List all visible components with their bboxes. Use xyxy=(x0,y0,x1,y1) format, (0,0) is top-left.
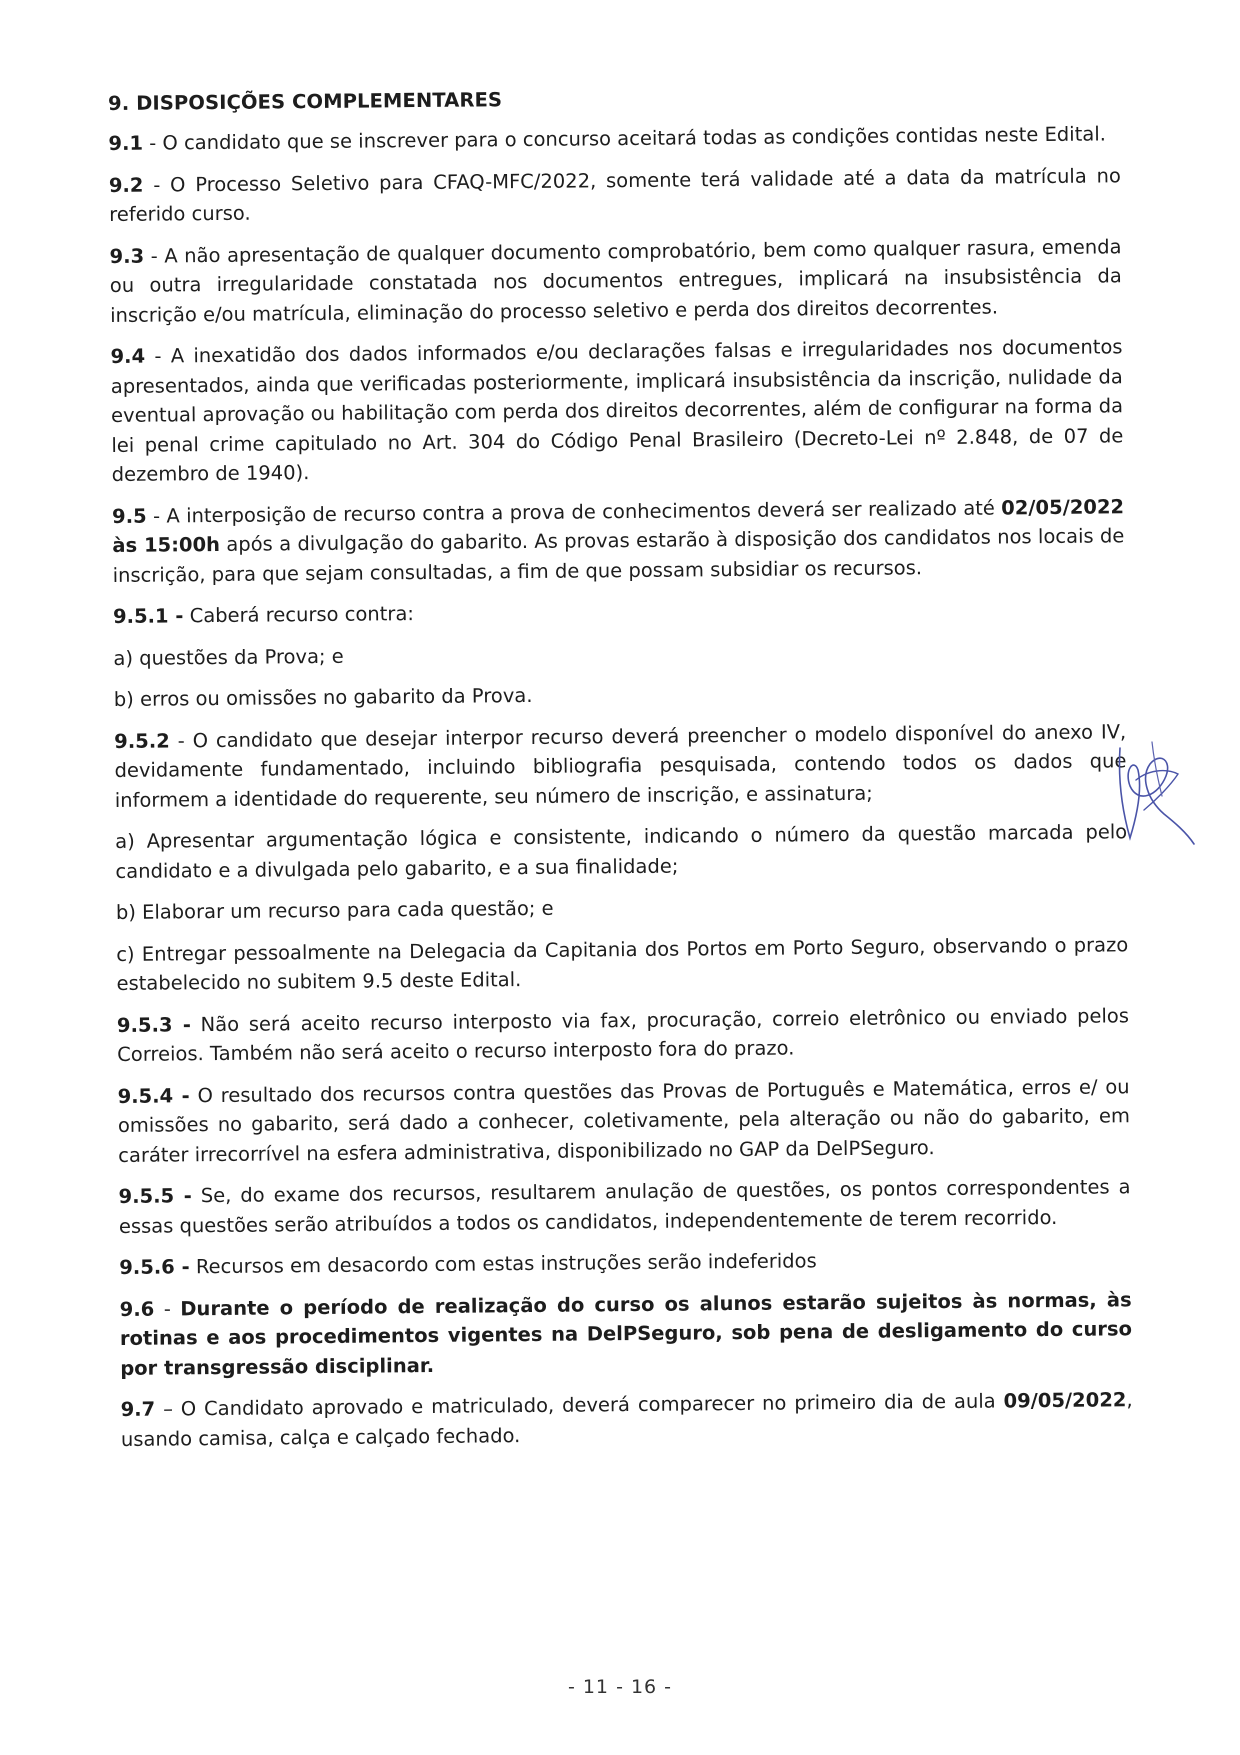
paragraph-text: , usando camisa, calça e calçado fechado. xyxy=(120,1388,1133,1451)
paragraph-text: - O Processo Seletivo para CFAQ-MFC/2022, somente terá validade até a data da matrícula no referido curso. xyxy=(109,163,1121,226)
paragraph-number: 9.5.4 - xyxy=(117,1083,190,1108)
deadline-date: 02/05/2022 às 15:00h xyxy=(112,494,1125,557)
paragraph-text: - O candidato que desejar interpor recurso deverá preencher o modelo disponível do anexo IV, devidamente fundamentado, incluindo bibliografia pesquisada, contendo todos os dados que informem a identidade do requerente, seu número de inscrição, e assinatura; xyxy=(114,719,1127,812)
paragraph-text: Recursos em desacordo com estas instruções serão indeferidos xyxy=(189,1249,817,1279)
paragraph-number: 9.6 xyxy=(119,1297,155,1321)
paragraph-number: 9.3 xyxy=(109,244,145,268)
paragraph-9-5 xyxy=(112,492,1125,590)
handwritten-initials xyxy=(1108,740,1196,850)
paragraph-number: 9.5.2 xyxy=(114,728,170,753)
paragraph-text: O resultado dos recursos contra questões das Provas de Português e Matemática, erros e/ ou omissões no gabarito, será dado a conhecer, coletivamente, pela alteração ou não do gabarito, em caráter irrecorrível na esfera administrativa, disponibilizado no GAP da DelPSeguro. xyxy=(117,1074,1130,1167)
list-item-b: b) Elaborar um recurso para cada questão; e xyxy=(115,896,554,924)
start-date: 09/05/2022 xyxy=(1003,1388,1127,1413)
document-body xyxy=(108,82,1133,1466)
paragraph-9-3 xyxy=(109,232,1122,330)
paragraph-9-5-2 xyxy=(114,717,1127,815)
paragraph-9-5-5 xyxy=(118,1172,1131,1241)
paragraph-text: após a divulgação do gabarito. As provas estarão à disposição dos candidatos nos locais de inscrição, para que sejam consultadas, a fim de que possam subsidiar os recursos. xyxy=(112,524,1125,587)
paragraph-text: Não será aceito recurso interposto via fax, procuração, correio eletrônico ou enviado pelos Correios. Também não será aceito o recurso interposto fora do prazo. xyxy=(117,1003,1130,1066)
paragraph-9-5-4 xyxy=(117,1072,1130,1170)
paragraph-9-4 xyxy=(110,332,1123,489)
paragraph-number: 9.7 xyxy=(120,1397,156,1421)
paragraph-9-5-1 xyxy=(113,592,1125,631)
page-number: - 11 - 16 - xyxy=(567,1676,673,1698)
paragraph-9-6 xyxy=(120,1285,1133,1383)
paragraph-text: - A inexatidão dos dados informados e/ou declarações falsas e irregularidades nos documentos apresentados, ainda que verificadas posteriormente, implicará insubsistência da inscrição, nulidade da eventual aprovação ou habilitação com perda dos direitos decorrentes, além de configurar na forma da lei penal crime capitulado no Art. 304 do Código Penal Brasileiro (Decreto-Lei nº 2.848, de 07 de dezembro de 1940). xyxy=(110,335,1124,486)
section-title: 9. DISPOSIÇÕES COMPLEMENTARES xyxy=(108,88,503,115)
paragraph-text: - O candidato que se inscrever para o concurso aceitará todas as condições contidas neste Edital. xyxy=(142,122,1106,155)
paragraph-number: 9.2 xyxy=(108,173,144,197)
paragraph-text: Se, do exame dos recursos, resultarem anulação de questões, os pontos correspondentes a essas questões serão atribuídos a todos os candidatos, independentemente de terem recorrido. xyxy=(118,1175,1131,1238)
list-item-a: a) questões da Prova; e xyxy=(113,644,344,670)
paragraph-9-1 xyxy=(108,119,1120,158)
paragraph-number: 9.4 xyxy=(110,344,146,368)
paragraph-text: - xyxy=(154,1296,181,1321)
paragraph-text: – O Candidato aprovado e matriculado, deverá comparecer no primeiro dia de aula xyxy=(155,1389,1004,1421)
paragraph-number: 9.5.5 - xyxy=(118,1184,192,1208)
paragraph-number: 9.1 xyxy=(108,131,144,155)
paragraph-9-5-6 xyxy=(119,1243,1131,1282)
paragraph-text: Caberá recurso contra: xyxy=(183,602,415,628)
paragraph-9-5-3 xyxy=(117,1001,1130,1070)
list-item-a: a) Apresentar argumentação lógica e consistente, indicando o número da questão marcada pelo candidato e a divulgada pelo gabarito, e a sua finalidade; xyxy=(115,820,1128,883)
paragraph-number: 9.5.6 - xyxy=(119,1255,190,1279)
paragraph-9-7 xyxy=(121,1385,1134,1454)
list-item-c: c) Entregar pessoalmente na Delegacia da Capitania dos Portos em Porto Seguro, observando o prazo estabelecido no subitem 9.5 deste Edital. xyxy=(116,932,1129,995)
paragraph-number: 9.5.1 - xyxy=(112,604,184,628)
paragraph-number: 9.5 xyxy=(111,504,147,528)
paragraph-9-2 xyxy=(109,161,1122,230)
paragraph-number: 9.5.3 - xyxy=(116,1012,192,1037)
paragraph-text: - A interposição de recurso contra a prova de conhecimentos deverá ser realizado até xyxy=(146,495,1002,528)
paragraph-bold-text: Durante o período de realização do curso os alunos estarão sujeitos às normas, às rotinas e aos procedimentos vigentes na DelPSeguro, sob pena de desligamento do curso por transgressão disciplinar. xyxy=(119,1287,1133,1380)
list-item-b: b) erros ou omissões no gabarito da Prova. xyxy=(113,683,533,711)
paragraph-text: - A não apresentação de qualquer documento comprobatório, bem como qualquer rasura, emenda ou outra irregularidade constatada nos documentos entregues, implicará na insubsistência da inscrição e/ou matrícula, eliminação do processo seletivo e perda dos direitos decorrentes. xyxy=(109,234,1122,327)
